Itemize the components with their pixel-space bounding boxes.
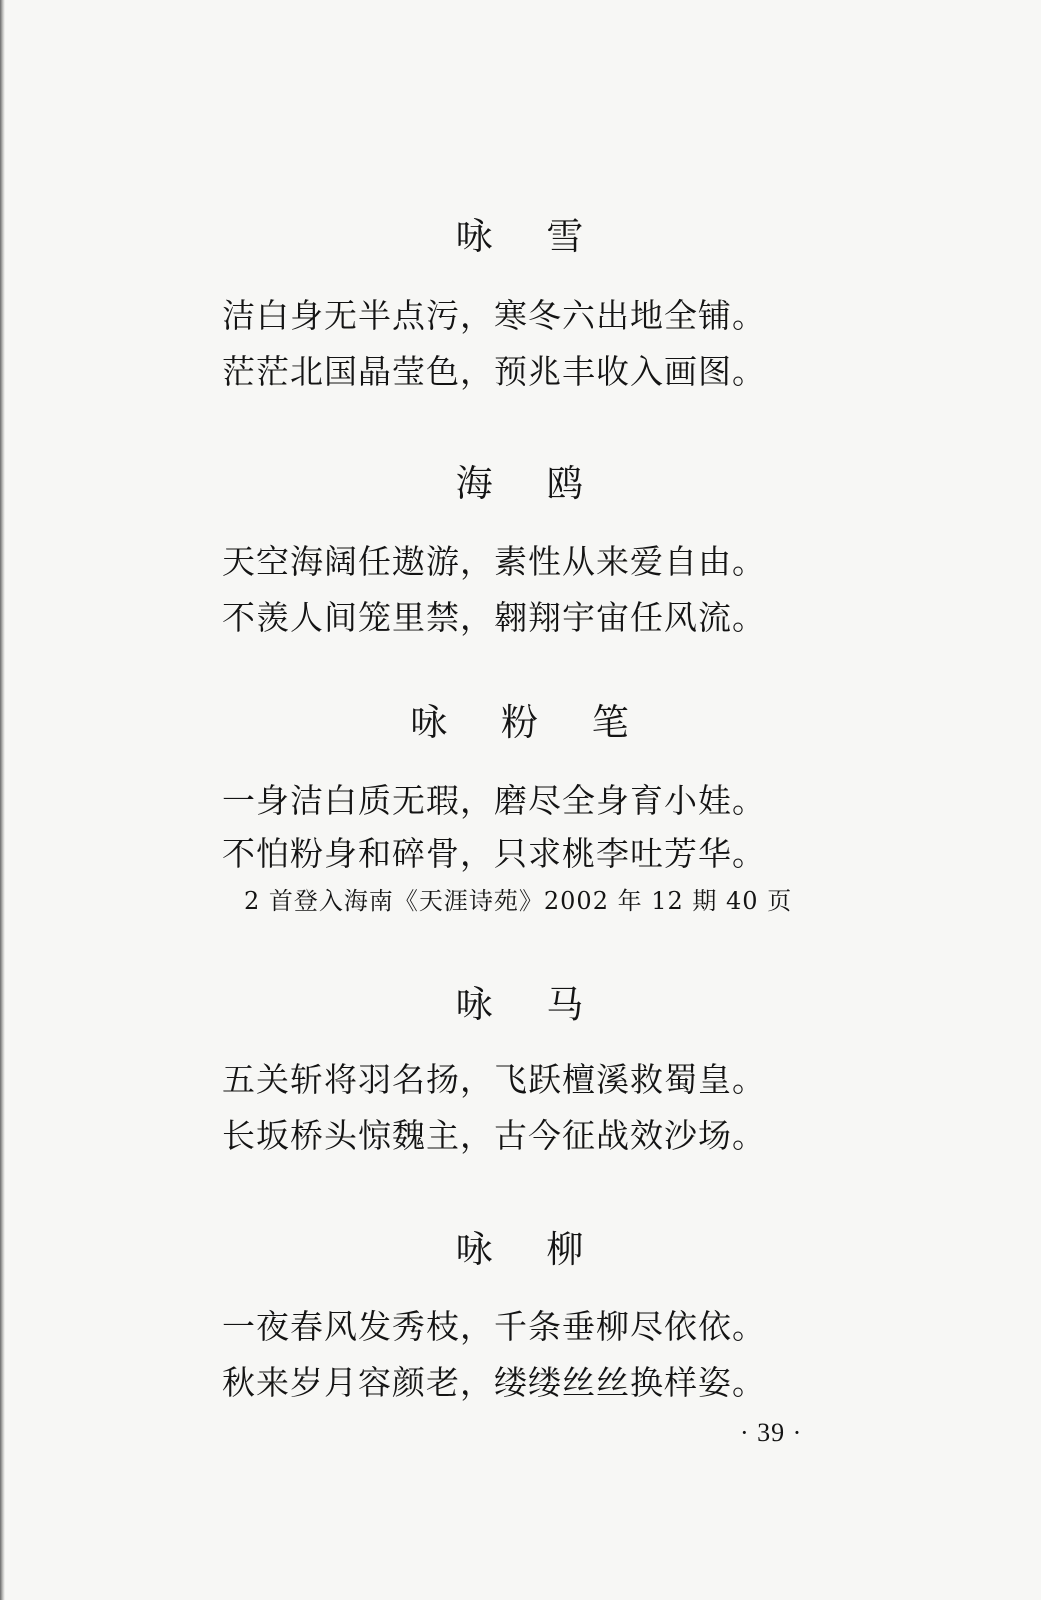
poem-line: 五关斩将羽名扬，飞跃檀溪救蜀皇。 (222, 1060, 766, 1099)
poem-title-snow: 咏 雪 (455, 215, 586, 258)
poem-line: 一身洁白质无瑕，磨尽全身育小娃。 (222, 781, 766, 820)
poem-line: 不羡人间笼里禁，翱翔宇宙任风流。 (222, 598, 766, 637)
poem-line: 天空海阔任遨游，素性从来爱自由。 (222, 542, 766, 581)
poem-line: 洁白身无半点污，寒冬六出地全铺。 (222, 296, 766, 335)
poem-title-seagull: 海 鸥 (455, 462, 586, 505)
poem-line: 不怕粉身和碎骨，只求桃李吐芳华。 (222, 834, 766, 873)
poem-line: 长坂桥头惊魏主，古今征战效沙场。 (222, 1116, 766, 1155)
poem-line: 秋来岁月容颜老，缕缕丝丝换样姿。 (222, 1363, 766, 1402)
poem-title-willow: 咏 柳 (455, 1228, 586, 1271)
page-number: · 39 · (740, 1418, 803, 1447)
poem-title-chalk: 咏 粉 笔 (410, 701, 631, 744)
poem-line: 一夜春风发秀枝，千条垂柳尽依依。 (222, 1307, 766, 1346)
poem-title-horse: 咏 马 (455, 983, 586, 1026)
publication-note: 2 首登入海南《天涯诗苑》2002 年 12 期 40 页 (244, 887, 793, 915)
poem-line: 茫茫北国晶莹色，预兆丰收入画图。 (222, 352, 766, 391)
